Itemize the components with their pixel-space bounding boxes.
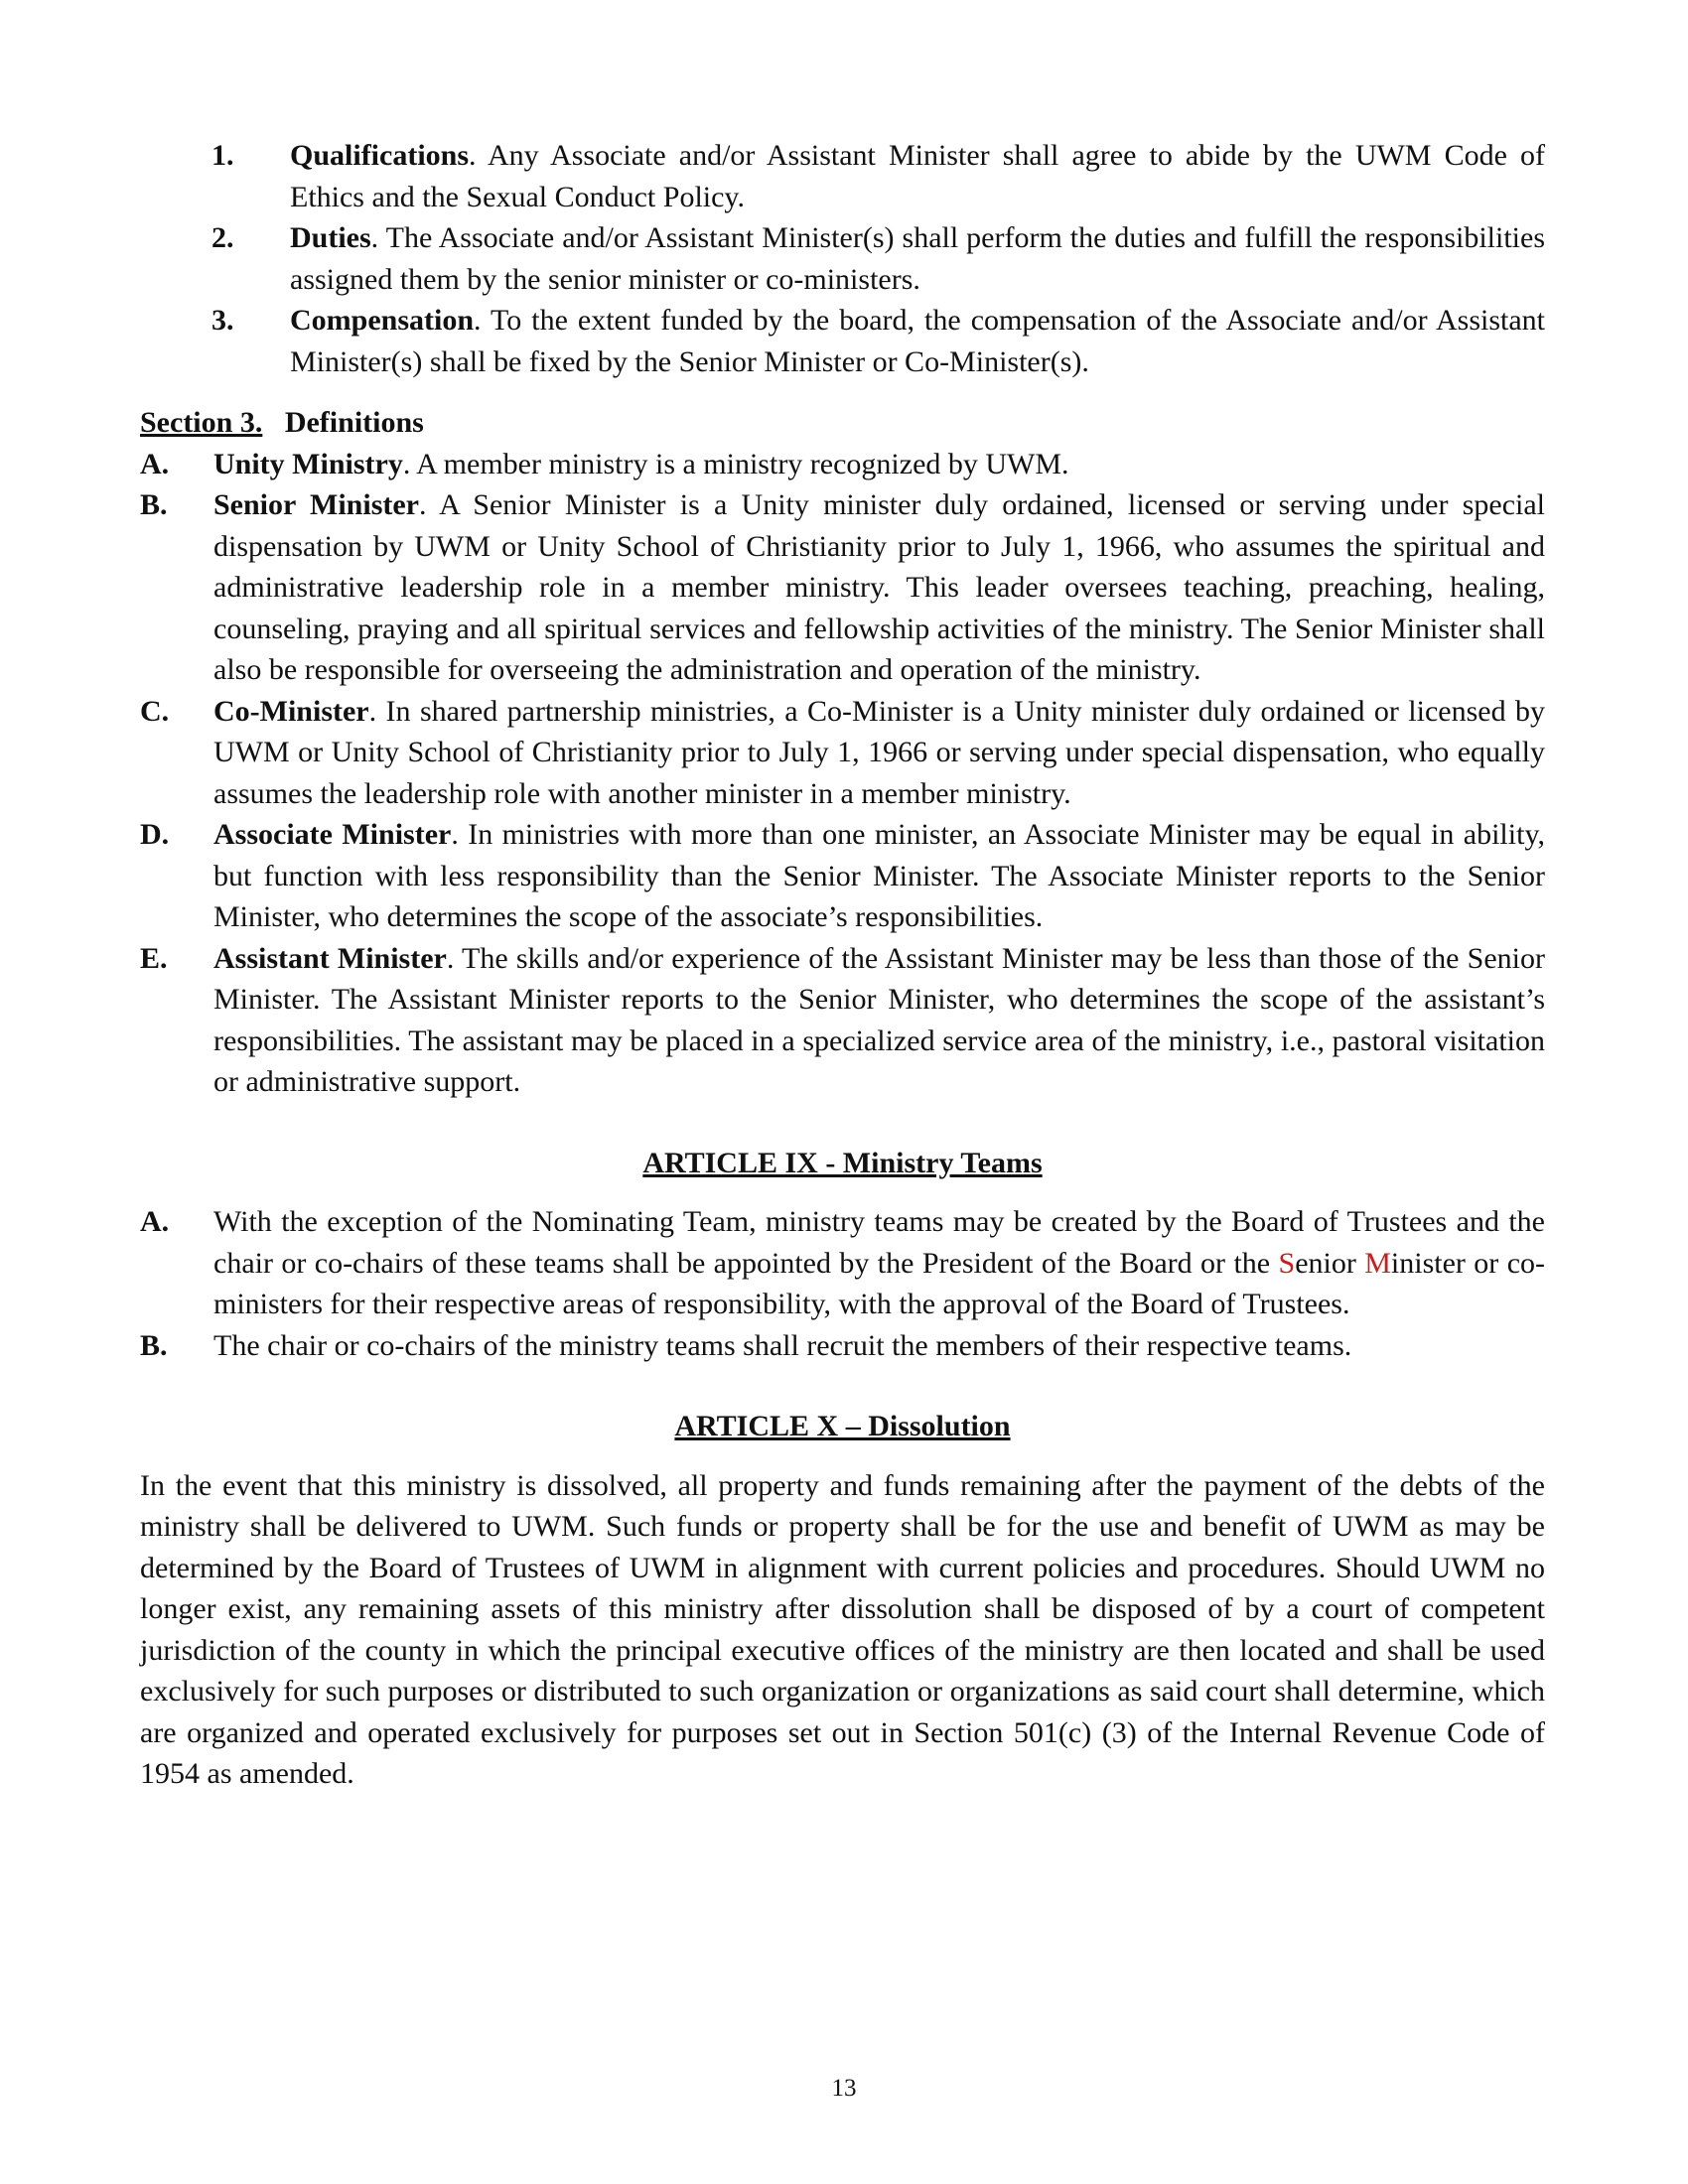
- item-text: The chair or co-chairs of the ministry teams shall recruit the members of their respective teams.: [213, 1328, 1352, 1362]
- item-title: Qualifications: [290, 139, 470, 172]
- item-letter: A.: [140, 447, 170, 480]
- ministry-teams-item-a: [140, 1201, 1545, 1325]
- item-title: Unity Ministry: [213, 447, 403, 480]
- definition-senior-minister: [140, 484, 1545, 691]
- red-letter-s: S: [1278, 1246, 1296, 1280]
- item-text-mid: enior: [1295, 1246, 1365, 1280]
- document-page: [140, 135, 1545, 1795]
- item-title: Duties: [290, 221, 371, 254]
- item-letter: A.: [140, 1205, 170, 1238]
- article-ix-heading: ARTICLE IX - Ministry Teams: [642, 1146, 1043, 1179]
- item-title: Compensation: [290, 304, 475, 337]
- definitions-list: [140, 444, 1545, 1103]
- item-letter: B.: [140, 488, 168, 521]
- numbered-list: [211, 135, 1545, 382]
- definition-unity-ministry: [140, 444, 1545, 485]
- item-text: . Any Associate and/or Assistant Minister shall agree to abide by the UWM Code of Ethics and the Sexual Conduct Policy.: [290, 139, 1545, 213]
- item-letter: B.: [140, 1328, 168, 1362]
- item-number: 2.: [211, 221, 234, 254]
- item-text: . In shared partnership ministries, a Co-Minister is a Unity minister duly ordained or licensed by UWM or Unity School of Christianity prior to July 1, 1966 or serving under special dispensation, who equally assumes the leadership role with another minister in a member ministry.: [213, 694, 1545, 810]
- item-title: Associate Minister: [213, 818, 452, 851]
- item-number: 1.: [211, 139, 234, 172]
- item-text: . To the extent funded by the board, the compensation of the Associate and/or Assistant Minister(s) shall be fixed by the Senior Minister or Co-Minister(s).: [290, 304, 1545, 378]
- list-item-qualifications: [211, 135, 1545, 217]
- definition-assistant-minister: [140, 938, 1545, 1103]
- ministry-teams-list: [140, 1201, 1545, 1366]
- definition-co-minister: [140, 691, 1545, 815]
- list-item-duties: [211, 217, 1545, 300]
- item-letter: E.: [140, 941, 168, 975]
- item-text: . The skills and/or experience of the Assistant Minister may be less than those of the Senior Minister. The Assistant Minister reports to the Senior Minister, who determines the scope of the assistant’s responsibilities. The assistant may be placed in a specialized service area of the ministry, i.e., pastoral visitation or administrative support.: [213, 941, 1546, 1098]
- section-heading: [140, 402, 1545, 444]
- item-text-before: With the exception of the Nominating Team, ministry teams may be created by the Board of Trustees and the chair or co-chairs of these teams shall be appointed by the President of the Board or the: [213, 1205, 1545, 1280]
- article-x-heading: ARTICLE X – Dissolution: [674, 1410, 1011, 1442]
- section-label: Section 3.: [140, 406, 263, 439]
- section-title: Definitions: [284, 406, 424, 439]
- red-letter-m: M: [1364, 1246, 1391, 1280]
- page-number: 13: [831, 2075, 857, 2102]
- list-item-compensation: [211, 300, 1545, 382]
- item-number: 3.: [211, 304, 234, 337]
- item-letter: D.: [140, 818, 170, 851]
- item-title: Senior Minister: [213, 488, 419, 521]
- item-letter: C.: [140, 694, 170, 728]
- dissolution-paragraph: In the event that this ministry is dissolved, all property and funds remaining after the payment of the debts of the ministry shall be delivered to UWM. Such funds or property shall be for the use and benefit of UWM as may be determined by the Board of Trustees of UWM in alignment with current policies and procedures. Should UWM no longer exist, any remaining assets of this ministry after dissolution shall be disposed of by a court of competent jurisdiction of the county in which the principal executive offices of the ministry are then located and shall be used exclusively for such purposes or distributed to such organization or organizations as said court shall determine, which are organized and operated exclusively for purposes set out in Section 501(c) (3) of the Internal Revenue Code of 1954 as amended.: [140, 1468, 1545, 1790]
- item-text: . A Senior Minister is a Unity minister duly ordained, licensed or serving under special dispensation by UWM or Unity School of Christianity prior to July 1, 1966, who assumes the spiritual and administrative leadership role in a member ministry. This leader oversees teaching, preaching, healing, counseling, praying and all spiritual services and fellowship activities of the ministry. The Senior Minister shall also be responsible for overseeing the administration and operation of the ministry.: [213, 488, 1545, 686]
- item-text: . The Associate and/or Assistant Minister(s) shall perform the duties and fulfill the responsibilities assigned them by the senior minister or co-ministers.: [290, 221, 1545, 296]
- definition-associate-minister: [140, 814, 1545, 938]
- ministry-teams-item-b: [140, 1325, 1545, 1367]
- item-text-after: inister or co-ministers for their respective areas of responsibility, with the approval of the Board of Trustees.: [213, 1246, 1546, 1320]
- item-title: Co-Minister: [213, 694, 369, 728]
- item-text: . A member ministry is a ministry recognized by UWM.: [402, 447, 1069, 480]
- item-text: . In ministries with more than one minister, an Associate Minister may be equal in ability, but function with less responsibility than the Senior Minister. The Associate Minister reports to the Senior Minister, who determines the scope of the associate’s responsibilities.: [213, 818, 1545, 933]
- item-title: Assistant Minister: [213, 941, 447, 975]
